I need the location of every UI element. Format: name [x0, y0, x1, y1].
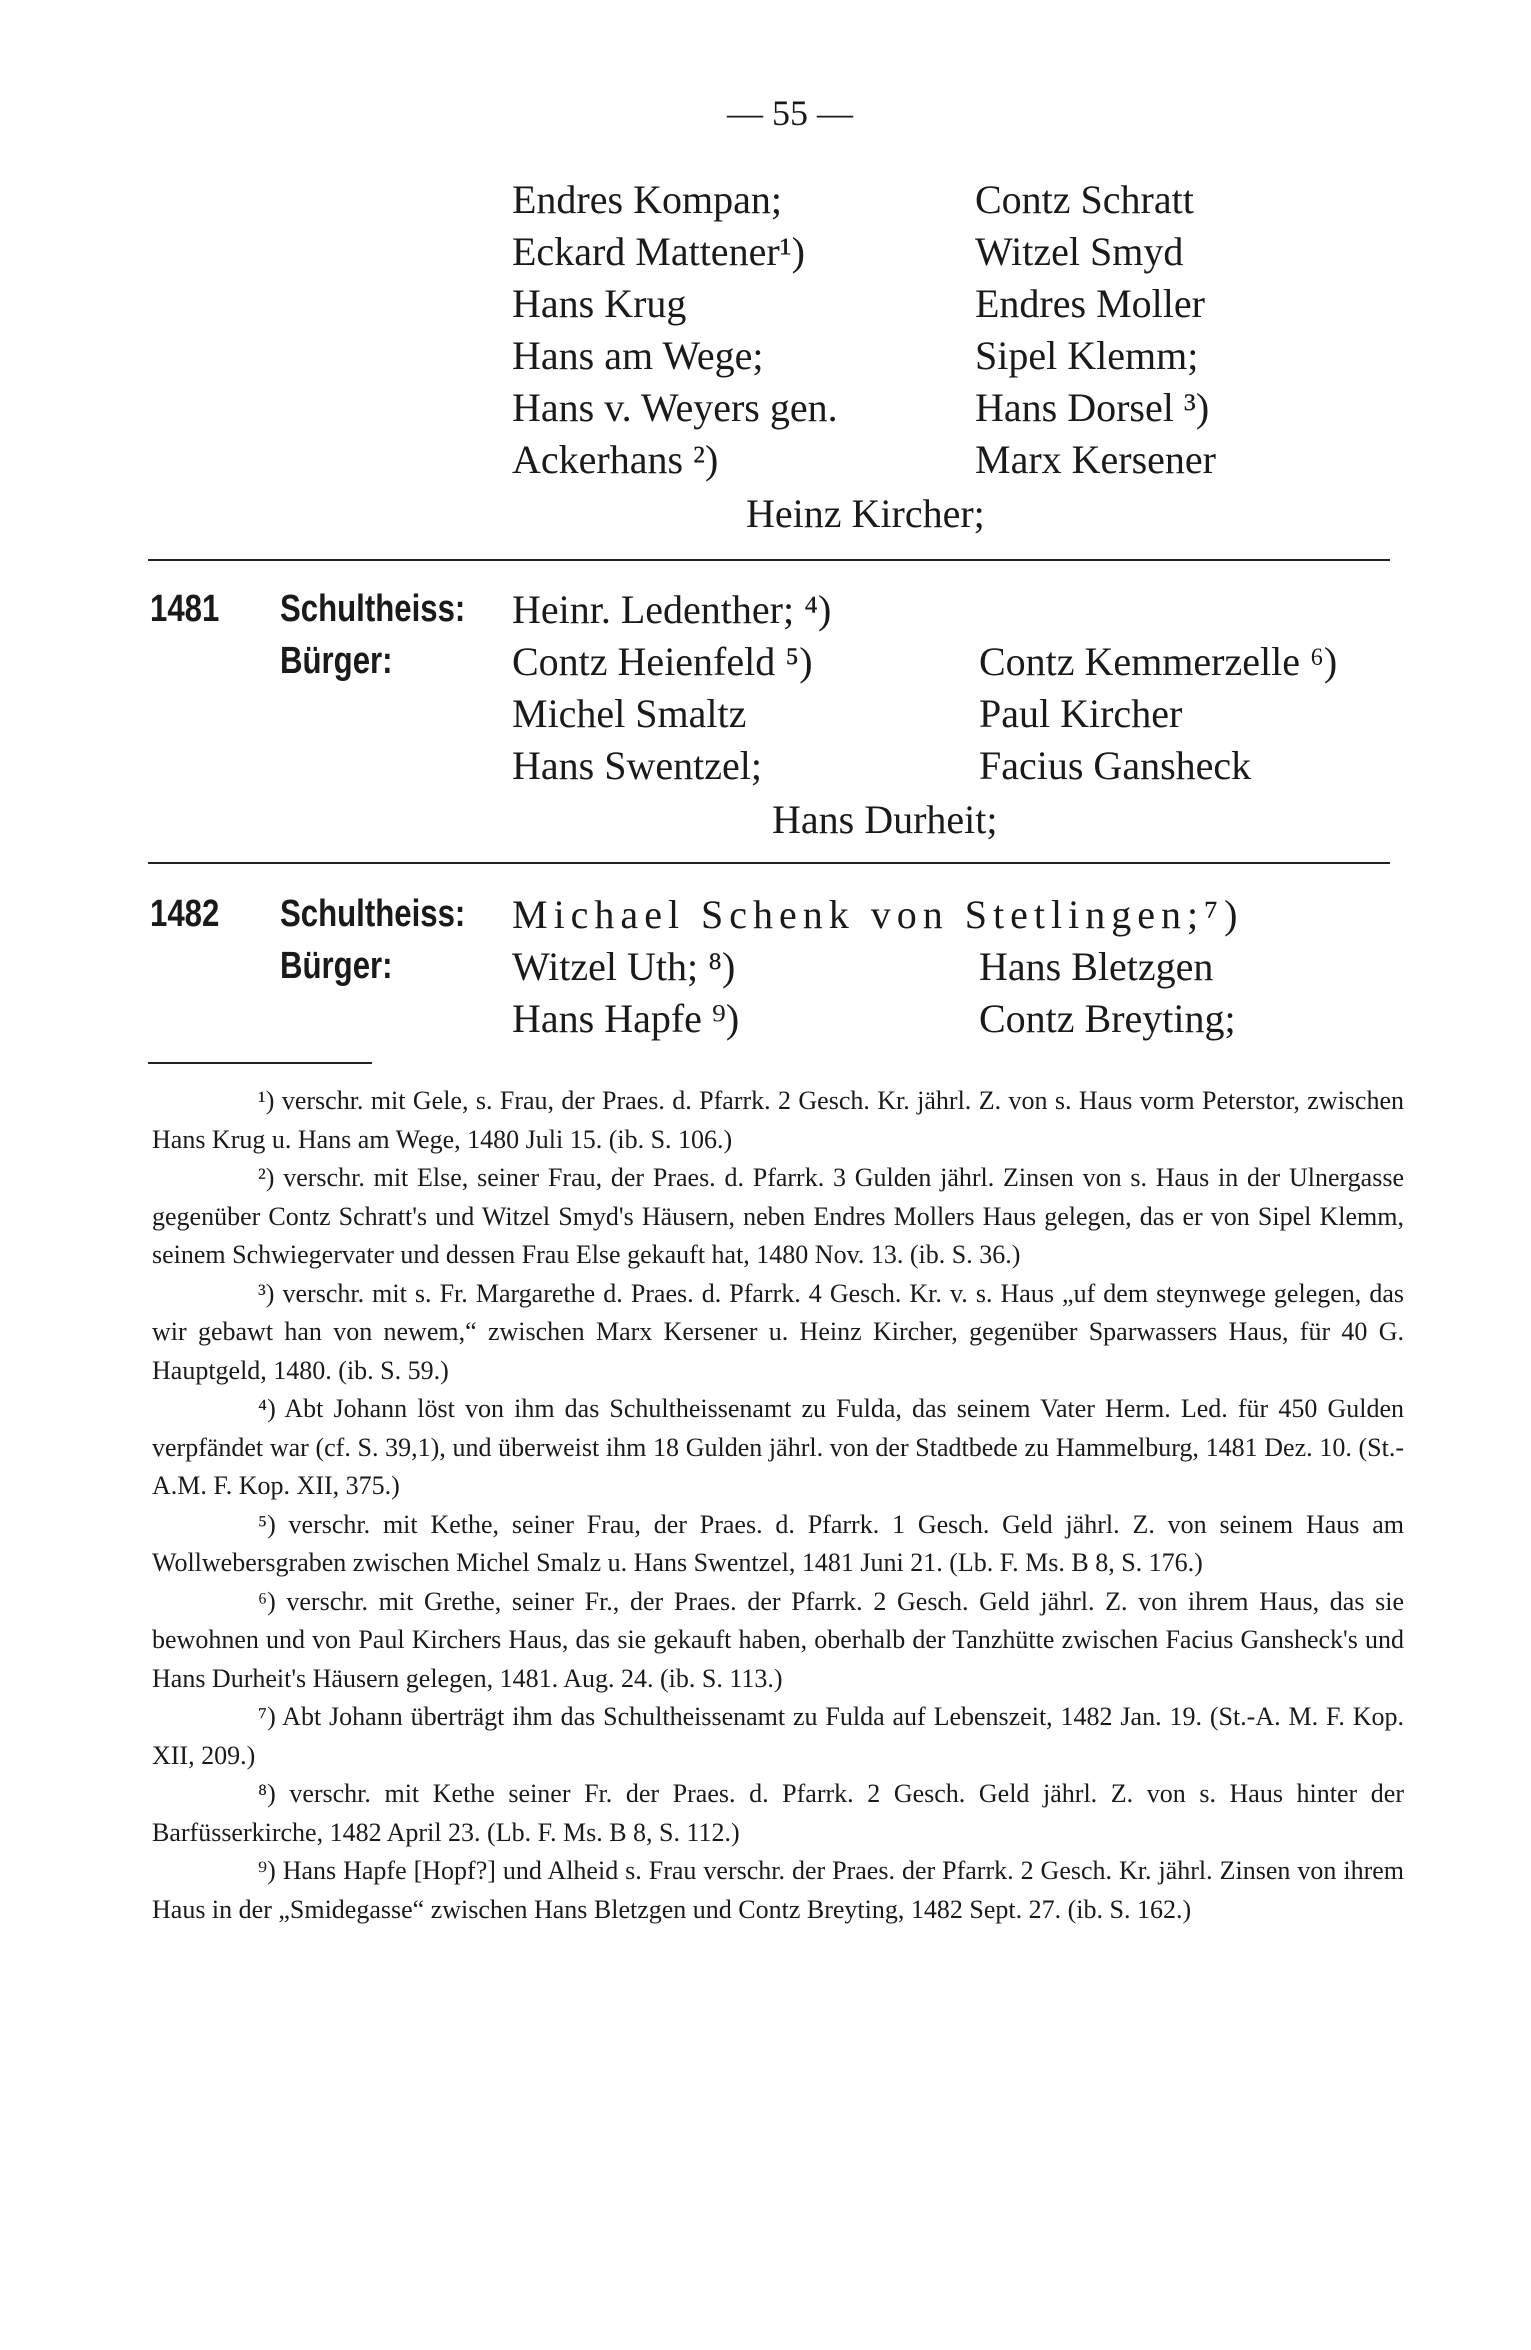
buerger-label: Bürger:	[280, 640, 393, 682]
schultheiss-name: Michael Schenk von Stetlingen;⁷)	[512, 892, 1244, 937]
year-label: 1482	[150, 893, 220, 935]
name-entry: Contz Schratt	[975, 177, 1194, 222]
footnote: ⁸) verschr. mit Kethe seiner Fr. der Praes. d. Pfarrk. 2 Gesch. Geld jährl. Z. von s. Haus hinter der Barfüsserkirche, 1482 April 23. (Lb. F. Ms. B 8, S. 112.)	[152, 1779, 1404, 1847]
footnote: ⁷) Abt Johann überträgt ihm das Schultheissenamt zu Fulda auf Lebenszeit, 1482 Jan. 19. (St.-A. M. F. Kop. XII, 209.)	[152, 1702, 1404, 1770]
footnote: ³) verschr. mit s. Fr. Margarethe d. Praes. d. Pfarrk. 4 Gesch. Kr. v. s. Haus „uf dem steynwege gelegen, das wir gebawt han von newem,“ zwischen Marx Kersener u. Heinz Kircher, gegenüber Sparwassers Haus, für 40 G. Hauptgeld, 1480. (ib. S. 59.)	[152, 1278, 1404, 1385]
footnote-rule	[148, 1062, 372, 1064]
schultheiss-label: Schultheiss:	[280, 893, 466, 935]
schultheiss-label: Schultheiss:	[280, 588, 466, 630]
footnotes	[152, 1082, 1404, 1929]
name-entry: Hans Hapfe ⁹)	[512, 996, 740, 1041]
footnote: ⁵) verschr. mit Kethe, seiner Frau, der Praes. d. Pfarrk. 1 Gesch. Geld jährl. Z. von seinem Haus am Wollwebersgraben zwischen Michel Smalz u. Hans Swentzel, 1481 Juni 21. (Lb. F. Ms. B 8, S. 176.)	[152, 1509, 1404, 1577]
footnote: ⁶) verschr. mit Grethe, seiner Fr., der Praes. der Pfarrk. 2 Gesch. Geld jährl. Z. von ihrem Haus, das sie bewohnen und von Paul Kirchers Haus, das sie gekauft haben, oberhalb der Tanzhütte zwischen Facius Gansheck's und Hans Durheit's Häusern gelegen, 1481. Aug. 24. (ib. S. 113.)	[152, 1586, 1404, 1693]
footnote: ⁹) Hans Hapfe [Hopf?] und Alheid s. Frau verschr. der Praes. der Pfarrk. 2 Gesch. Kr. jährl. Zinsen von ihrem Haus in der „Smidegasse“ zwischen Hans Bletzgen und Contz Breyting, 1482 Sept. 27. (ib. S. 162.)	[152, 1856, 1404, 1924]
name-entry: Marx Kersener	[975, 437, 1216, 482]
name-entry: Michel Smaltz	[512, 691, 747, 736]
year-label: 1481	[150, 588, 220, 630]
name-entry-center: Hans Durheit;	[772, 797, 998, 842]
name-entry-center: Heinz Kircher;	[746, 491, 985, 536]
name-entry: Hans am Wege;	[512, 333, 764, 378]
name-entry: Hans Bletzgen	[979, 944, 1214, 989]
name-entry: Witzel Uth; ⁸)	[512, 944, 736, 989]
section-rule	[148, 862, 1390, 864]
name-entry: Hans Krug	[512, 281, 687, 326]
name-entry: Contz Heienfeld ⁵)	[512, 639, 813, 684]
footnote: ⁴) Abt Johann löst von ihm das Schultheissenamt zu Fulda, das seinem Vater Herm. Led. für 450 Gulden verpfändet war (cf. S. 39,1), und überweist ihm 18 Gulden jährl. von der Stadtbede zu Hammelburg, 1481 Dez. 10. (St.-A.M. F. Kop. XII, 375.)	[152, 1394, 1404, 1500]
footnote: ¹) verschr. mit Gele, s. Frau, der Praes. d. Pfarrk. 2 Gesch. Kr. jährl. Z. von s. Haus vorm Peterstor, zwischen Hans Krug u. Hans am Wege, 1480 Juli 15. (ib. S. 106.)	[152, 1086, 1404, 1154]
name-entry: Witzel Smyd	[975, 229, 1184, 274]
name-entry: Contz Breyting;	[979, 996, 1236, 1041]
name-entry: Contz Kemmerzelle ⁶)	[979, 639, 1338, 684]
page-number: — 55 —	[727, 93, 853, 133]
name-entry: Facius Gansheck	[979, 743, 1252, 788]
buerger-label: Bürger:	[280, 945, 393, 987]
name-entry: Ackerhans ²)	[512, 437, 719, 482]
name-entry: Hans Swentzel;	[512, 743, 762, 788]
name-entry: Paul Kircher	[979, 691, 1183, 736]
name-entry: Hans Dorsel ³)	[975, 385, 1210, 430]
name-entry: Sipel Klemm;	[975, 333, 1199, 378]
schultheiss-name: Heinr. Ledenther; ⁴)	[512, 587, 832, 632]
name-entry: Endres Moller	[975, 281, 1205, 326]
name-entry: Hans v. Weyers gen.	[512, 385, 838, 430]
section-rule	[148, 559, 1390, 561]
name-entry: Eckard Mattener¹)	[512, 229, 805, 274]
footnote: ²) verschr. mit Else, seiner Frau, der Praes. d. Pfarrk. 3 Gulden jährl. Zinsen von s. Haus in der Ulnergasse gegenüber Contz Schratt's und Witzel Smyd's Häusern, neben Endres Mollers Haus gelegen, das er von Sipel Klemm, seinem Schwiegervater und dessen Frau Else gekauft hat, 1480 Nov. 13. (ib. S. 36.)	[152, 1163, 1404, 1269]
name-entry: Endres Kompan;	[512, 177, 782, 222]
